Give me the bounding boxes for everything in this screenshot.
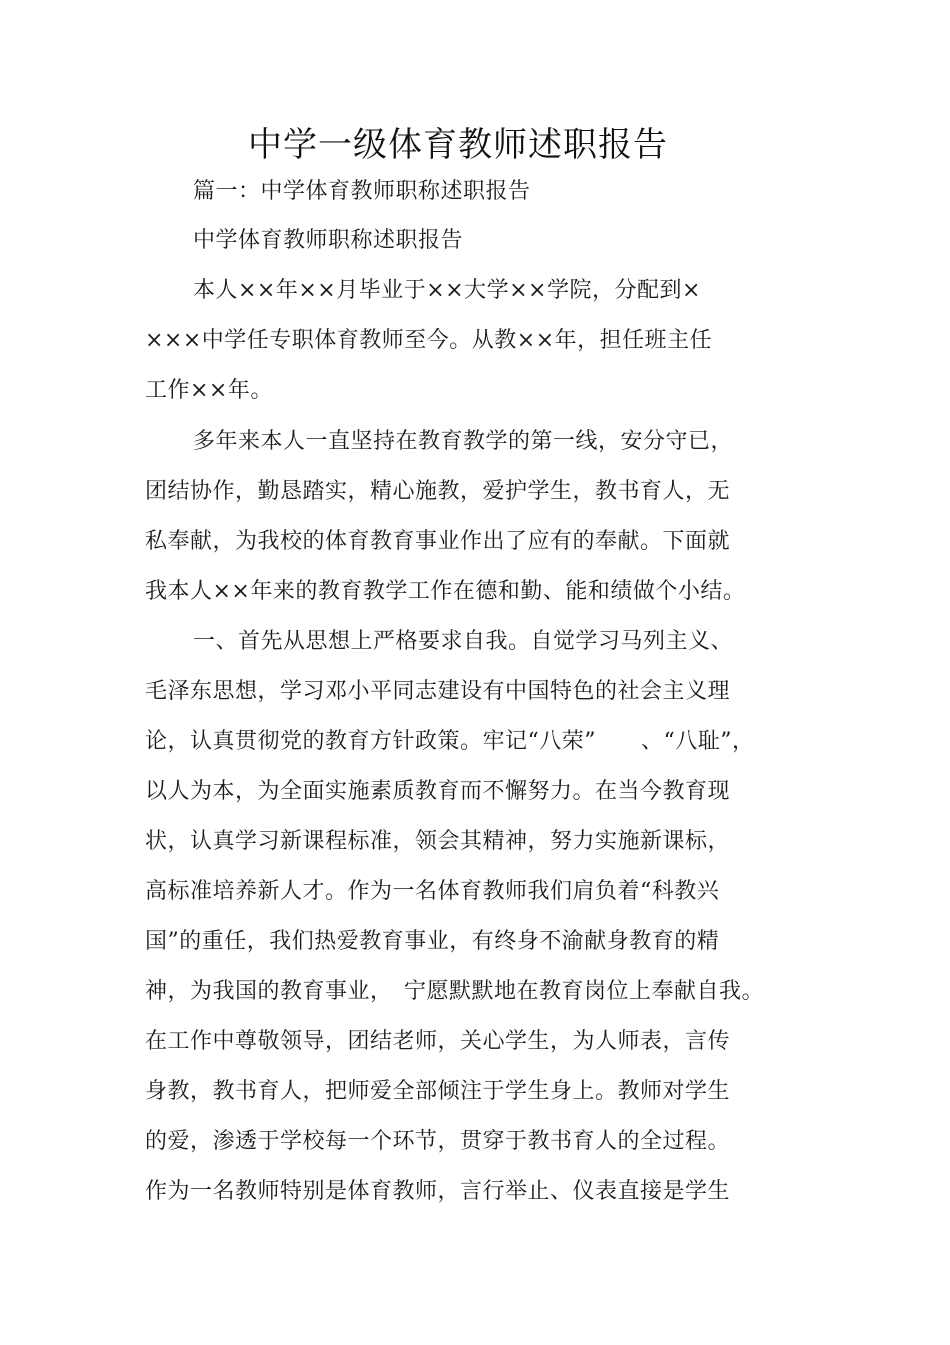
text-line: 工作××年。 xyxy=(145,378,273,403)
text-line: 以人为本，为全面实施素质教育而不懈努力。在当今教育现 xyxy=(145,779,731,804)
text-line: ×××中学任专职体育教师至今。从教××年，担任班主任 xyxy=(145,328,713,353)
text-line: 论，认真贯彻党的教育方针政策。牢记“八荣” 、“八耻”， xyxy=(145,729,755,754)
text-line: 高标准培养新人才。作为一名体育教师我们肩负着“科教兴 xyxy=(145,879,720,904)
text-line: 我本人××年来的教育教学工作在德和勤、能和绩做个小结。 xyxy=(145,579,746,604)
text-line: 神，为我国的教育事业， 宁愿默默地在教育岗位上奉献自我。 xyxy=(145,979,765,1004)
text-line: 篇一：中学体育教师职称述职报告 xyxy=(193,179,531,204)
text-line: 毛泽东思想，学习邓小平同志建设有中国特色的社会主义理 xyxy=(145,679,731,704)
text-line: 在工作中尊敬领导，团结老师，关心学生，为人师表，言传 xyxy=(145,1029,731,1054)
text-line: 的爱，渗透于学校每一个环节，贯穿于教书育人的全过程。 xyxy=(145,1129,731,1154)
text-line: 身教，教书育人，把师爱全部倾注于学生身上。教师对学生 xyxy=(145,1079,731,1104)
text-line: 作为一名教师特别是体育教师，言行举止、仪表直接是学生 xyxy=(145,1179,731,1204)
text-line: 团结协作，勤恳踏实，精心施教，爱护学生，教书育人，无 xyxy=(145,479,731,504)
text-line: 本人××年××月毕业于××大学××学院，分配到× xyxy=(193,278,701,303)
text-line: 国”的重任，我们热爱教育事业，有终身不渝献身教育的精 xyxy=(145,929,720,954)
text-line: 多年来本人一直坚持在教育教学的第一线，安分守已， xyxy=(193,429,734,454)
text-line: 状，认真学习新课程标准，领会其精神，努力实施新课标， xyxy=(145,829,731,854)
text-line: 中学体育教师职称述职报告 xyxy=(193,228,464,253)
text-line: 一、首先从思想上严格要求自我。自觉学习马列主义、 xyxy=(193,629,734,654)
document-title: 中学一级体育教师述职报告 xyxy=(248,125,668,165)
text-line: 私奉献，为我校的体育教育事业作出了应有的奉献。下面就 xyxy=(145,529,731,554)
